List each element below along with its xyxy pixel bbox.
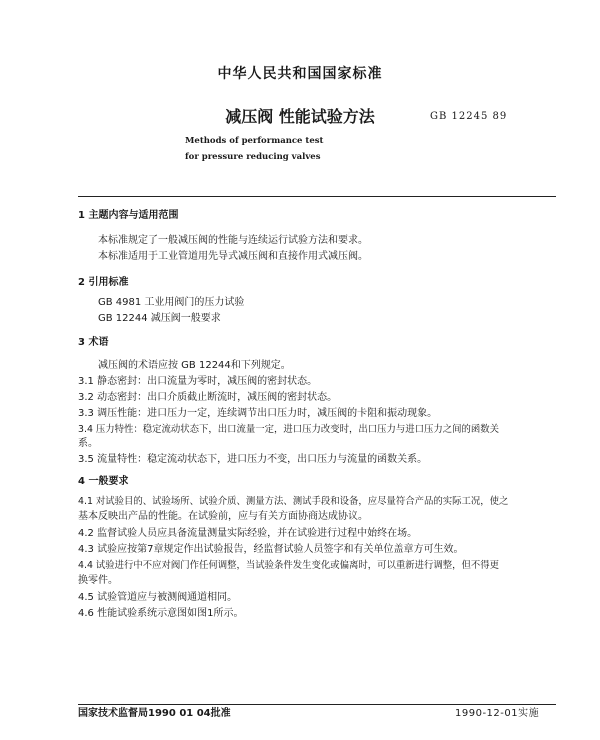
standard-number: GB 12245 89: [430, 111, 508, 122]
requirement-4-1: 4.1 对试验目的、试验场所、试验介质、测量方法、测试手段和设备，应尽量符合产品的实际工况，使之: [78, 496, 509, 507]
reference-standard-2: GB 12244 减压阀一般要求: [98, 313, 221, 324]
approval-date: 国家技术监督局1990 01 04批准: [78, 708, 231, 719]
requirement-4-2: 4.2 监督试验人员应具备流量测量实际经验，并在试验进行过程中始终在场。: [78, 528, 418, 539]
reference-standard-1: GB 4981 工业用阀门的压力试验: [98, 297, 245, 308]
requirement-4-4: 4.4 试验进行中不应对阀门作任何调整，当试验条件发生变化或偏离时，可以重新进行调整，但不得更: [78, 560, 500, 571]
requirement-4-5: 4.5 试验管道应与被测阀通道相同。: [78, 592, 238, 603]
section-4-heading: 4 一般要求: [78, 476, 129, 487]
english-title-line-1: Methods of performance test: [185, 136, 324, 146]
term-3-4: 3.4 压力特性：稳定流动状态下，出口流量一定，进口压力改变时，出口压力与进口压力之间的函数关: [78, 424, 500, 435]
term-3-3: 3.3 调压性能：进口压力一定，连续调节出口压力时，减压阀的卡阻和振动现象。: [78, 408, 438, 419]
requirement-4-4-continuation: 换零件。: [78, 575, 118, 586]
section-1-paragraph-1: 本标准规定了一般减压阀的性能与连续运行试验方法和要求。: [98, 235, 368, 246]
section-3-intro: 减压阀的术语应按 GB 12244和下列规定。: [98, 360, 291, 371]
effective-date: 1990-12-01实施: [455, 708, 540, 719]
section-1-heading: 1 主题内容与适用范围: [78, 210, 179, 221]
document-title: 减压阀 性能试验方法: [225, 107, 375, 126]
section-1-paragraph-2: 本标准适用于工业管道用先导式减压阀和直接作用式减压阀。: [98, 251, 368, 262]
term-3-4-continuation: 系。: [78, 438, 98, 449]
section-3-heading: 3 术语: [78, 337, 109, 348]
national-standard-title: 中华人民共和国国家标准: [217, 66, 383, 82]
footer-rule: [78, 704, 556, 705]
requirement-4-3: 4.3 试验应按第7章规定作出试验报告，经监督试验人员签字和有关单位盖章方可生效。: [78, 544, 464, 555]
term-3-1: 3.1 静态密封：出口流量为零时，减压阀的密封状态。: [78, 376, 318, 387]
term-3-5: 3.5 流量特性：稳定流动状态下，进口压力不变，出口压力与流量的函数关系。: [78, 454, 428, 465]
english-title-line-2: for pressure reducing valves: [185, 152, 321, 162]
header-rule: [78, 196, 556, 197]
requirement-4-1-continuation: 基本反映出产品的性能。在试验前，应与有关方面协商达成协议。: [78, 511, 368, 522]
requirement-4-6: 4.6 性能试验系统示意图如图1所示。: [78, 608, 244, 619]
term-3-2: 3.2 动态密封：出口介质截止断流时，减压阀的密封状态。: [78, 392, 338, 403]
section-2-heading: 2 引用标准: [78, 277, 129, 288]
